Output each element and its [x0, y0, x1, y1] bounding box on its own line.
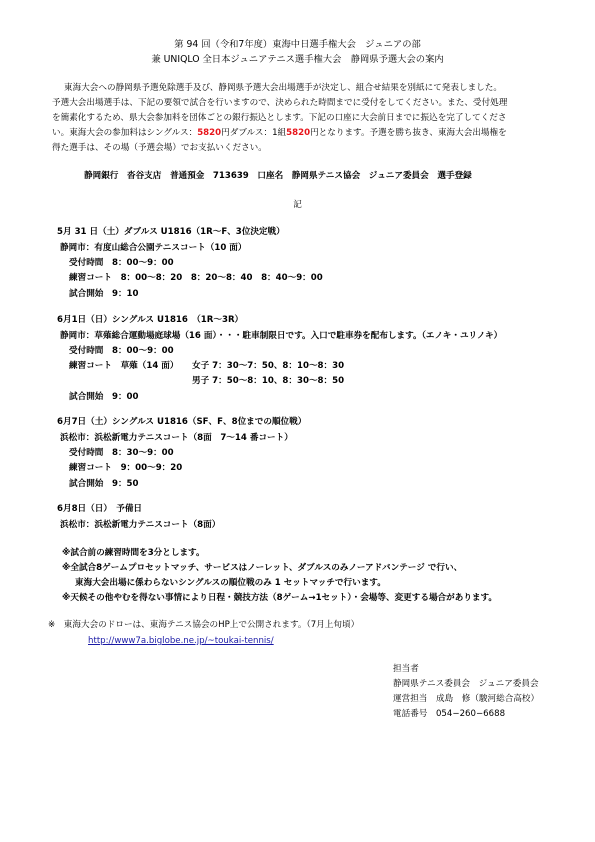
intro-line-3: を簡素化するため、県大会参加料を団体ごとの銀行振込とします。下記の口座に大会前日までに振込を完了してくださ	[52, 113, 507, 123]
ki-marker: 記	[293, 200, 302, 210]
intro-line-4-part-a: い。東海大会の参加料はシングルス：	[52, 128, 198, 138]
contact-role-label: 担当者	[393, 664, 419, 674]
schedule-day1-venue: 静岡市：有度山総合公園テニスコート（10 面）	[60, 243, 247, 253]
contact-person: 運営担当 成島 修（駿河総合高校）	[393, 694, 540, 704]
schedule-day2-header: 6月1日（日）シングルス U1816 （1R〜3R）	[57, 315, 244, 325]
document-title-line2: 兼 UNIQLO 全日本ジュニアテニス選手権大会 静岡県予選大会の案内	[151, 54, 444, 65]
contact-phone: 電話番号 054−260−6688	[393, 709, 506, 719]
schedule-day2-practice-boys: 男子 7：50〜8：10、8：30〜8：50	[192, 376, 345, 386]
tokai-tennis-link[interactable]: http://www7a.biglobe.ne.jp/~toukai-tennis/	[88, 636, 274, 646]
contact-organization: 静岡県テニス委員会 ジュニア委員会	[393, 679, 539, 689]
schedule-day3-header: 6月7日（土）シングルス U1816（SF、F、8位までの順位戦）	[57, 417, 307, 427]
intro-line-5: 得た選手は、その場（予選会場）でお支払いください。	[52, 143, 267, 153]
schedule-day3-venue: 浜松市：浜松新電力テニスコート（8面 7〜14 番コート）	[60, 433, 293, 443]
schedule-day2-practice: 練習コート 草薙（14 面）	[69, 361, 179, 371]
singles-fee: 5820	[197, 128, 222, 138]
schedule-day4-header: 6月8日（日） 予備日	[57, 504, 143, 514]
draw-publication-note: ※ 東海大会のドローは、東海テニス協会のHP上で公開されます。（7月上旬頃）	[48, 620, 360, 630]
schedule-day2-venue: 静岡市：草薙総合運動場庭球場（16 面）・・・駐車制限日です。入口で駐車券を配布します。（エノキ・ユリノキ）	[60, 331, 503, 341]
schedule-day4-venue: 浜松市：浜松新電力テニスコート（8面）	[60, 520, 221, 530]
intro-line-4-part-b: 円ダブルス：1組	[221, 128, 287, 138]
schedule-day2-reception: 受付時間 8：00〜9：00	[69, 346, 174, 356]
doubles-fee: 5820	[286, 128, 311, 138]
intro-line-2: 予選大会出場選手は、下記の要領で試合を行いますので、決められた時間までに受付をしてください。また、受付処理	[52, 98, 508, 108]
note-change-notice: ※天候その他やむを得ない事情により日程・競技方法（8ゲーム→1セット）・会場等、変更する場合があります。	[62, 593, 498, 603]
document-title-line1: 第 94 回（令和7年度）東海中日選手権大会 ジュニアの部	[174, 39, 421, 50]
note-match-format-cont: 東海大会出場に係わらないシングルスの順位戦のみ 1 セットマッチで行います。	[75, 578, 386, 588]
schedule-day3-reception: 受付時間 8：30〜9：00	[69, 448, 174, 458]
schedule-day1-header: 5月 31 日（土）ダブルス U1816（1R〜F、3位決定戦）	[57, 227, 285, 237]
schedule-day3-start: 試合開始 9：50	[69, 479, 139, 489]
schedule-day3-practice: 練習コート 9：00〜9：20	[69, 463, 183, 473]
schedule-day1-practice: 練習コート 8：00〜8：20 8：20〜8：40 8：40〜9：00	[69, 273, 323, 283]
schedule-day2-practice-girls: 女子 7：30〜7：50、8：10〜8：30	[192, 361, 345, 371]
note-match-format: ※全試合8ゲームプロセットマッチ、サービスはノーレット、ダブルスのみノーアドバンテージ で行い、	[62, 563, 463, 573]
intro-line-4	[52, 127, 507, 139]
intro-line-4-part-c: 円となります。予選を勝ち抜き、東海大会出場権を	[310, 128, 507, 138]
bank-account-info: 静岡銀行 沓谷支店 普通預金 713639 口座名 静岡県テニス協会 ジュニア委員会 選手登録	[84, 171, 472, 181]
note-practice-time: ※試合前の練習時間を3分とします。	[62, 548, 205, 558]
schedule-day1-start: 試合開始 9：10	[69, 289, 139, 299]
schedule-day1-reception: 受付時間 8：00〜9：00	[69, 258, 174, 268]
intro-line-1: 東海大会への静岡県予選免除選手及び、静岡県予選大会出場選手が決定し、組合せ結果を別紙にて発表しました。	[64, 83, 502, 93]
schedule-day2-start: 試合開始 9：00	[69, 392, 139, 402]
